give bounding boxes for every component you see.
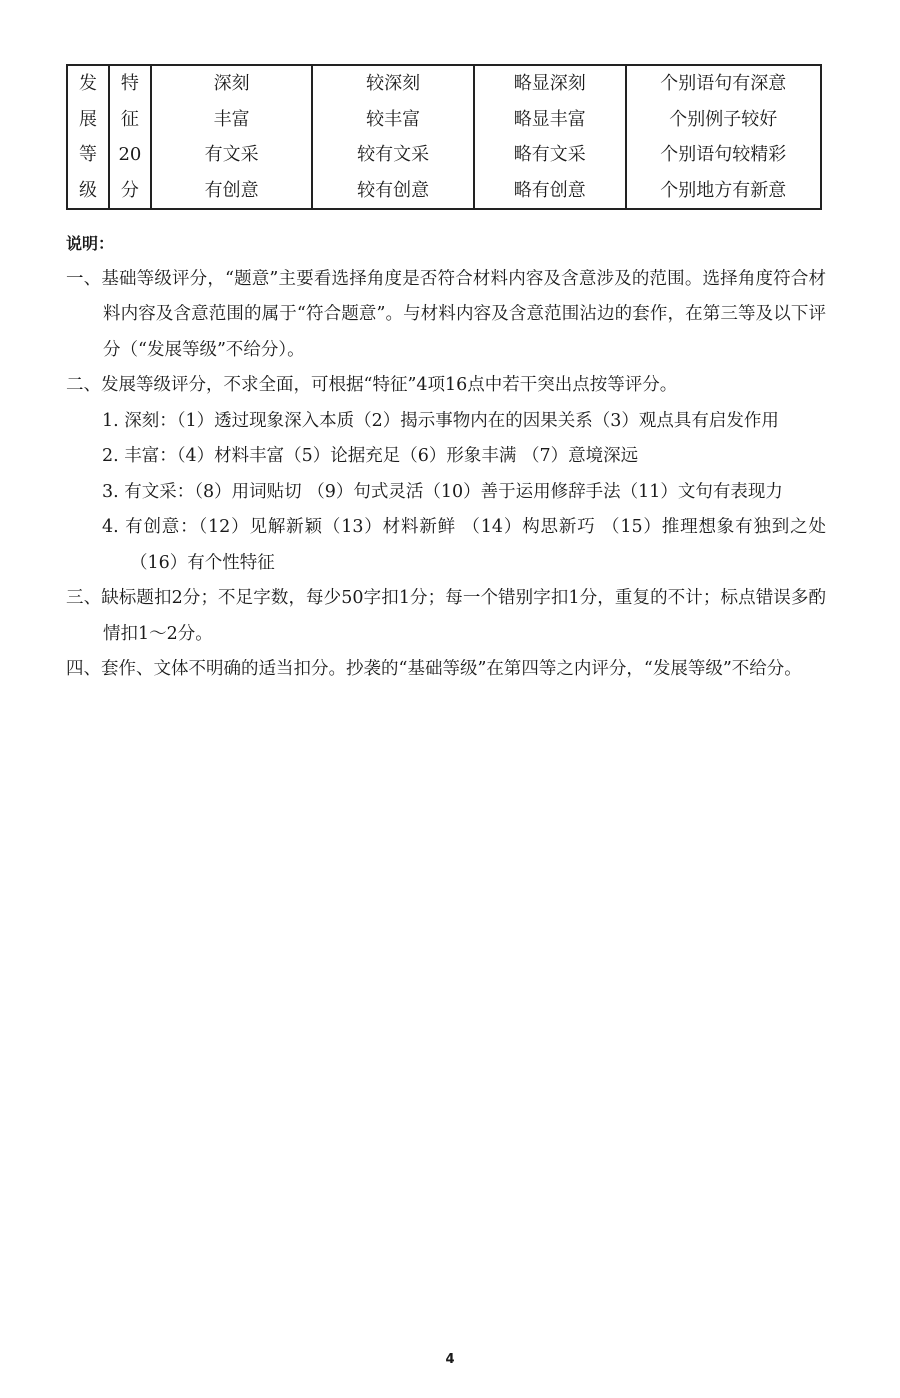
label-column-development-grade bbox=[67, 65, 109, 209]
notes-heading: 说明： bbox=[66, 234, 115, 253]
label-char: 发 bbox=[78, 73, 97, 94]
table-cell: 个别例子较好 bbox=[669, 108, 778, 130]
label-char: 特 bbox=[120, 73, 139, 94]
note-subitem-3: 3. 有文采：（8）用词贴切 （9）句式灵活（10）善于运用修辞手法（11）文句有表现力 bbox=[102, 481, 783, 502]
table-cell: 略有创意 bbox=[513, 179, 586, 201]
table-cell: 个别语句较精彩 bbox=[660, 144, 787, 165]
label-column-feature-score bbox=[109, 65, 151, 209]
note-paragraph-1: 一、基础等级评分，“题意”主要看选择角度是否符合材料内容及含意涉及的范围。选择角度符合材料内容及含意范围的属于“符合题意”。与材料内容及含意范围沾边的套作，在第三等及以下评分（“发展等级”不给分）。 bbox=[66, 268, 826, 360]
table-row bbox=[67, 65, 821, 209]
table-cell: 丰富 bbox=[213, 108, 250, 130]
label-char: 等 bbox=[78, 144, 97, 165]
scoring-notes bbox=[66, 226, 826, 688]
note-subitem-1: 1. 深刻：（1）透过现象深入本质（2）揭示事物内在的因果关系（3）观点具有启发作用 bbox=[102, 410, 779, 431]
table-cell: 个别语句有深意 bbox=[660, 73, 787, 94]
table-cell: 有文采 bbox=[204, 144, 259, 165]
table-cell: 略显深刻 bbox=[513, 73, 586, 94]
table-cell: 较丰富 bbox=[366, 108, 421, 130]
table-cell: 略有文采 bbox=[513, 144, 586, 165]
note-subitem-2: 2. 丰富：（4）材料丰富（5）论据充足（6）形象丰满 （7）意境深远 bbox=[102, 446, 639, 466]
label-char: 分 bbox=[120, 179, 139, 201]
table-cell: 较有文采 bbox=[357, 144, 430, 165]
grade-column-3 bbox=[474, 65, 626, 209]
label-char: 征 bbox=[120, 108, 139, 130]
label-char: 展 bbox=[78, 108, 97, 130]
page-number: 4 bbox=[445, 1352, 455, 1367]
development-grade-table bbox=[66, 64, 822, 210]
table-cell: 有创意 bbox=[204, 179, 259, 201]
table-cell: 深刻 bbox=[213, 73, 250, 94]
table-cell: 个别地方有新意 bbox=[660, 179, 787, 201]
grade-column-1 bbox=[151, 65, 313, 209]
label-char: 级 bbox=[78, 179, 97, 201]
table-cell: 较有创意 bbox=[357, 179, 430, 201]
note-paragraph-2: 二、发展等级评分，不求全面，可根据“特征”4项16点中若干突出点按等评分。 bbox=[66, 375, 678, 395]
grade-column-2 bbox=[312, 65, 474, 209]
note-paragraph-4: 四、套作、文体不明确的适当扣分。抄袭的“基础等级”在第四等之内评分，“发展等级”不给分。 bbox=[66, 659, 802, 679]
table-cell: 较深刻 bbox=[366, 73, 421, 94]
note-subitem-4: 4. 有创意：（12）见解新颖（13）材料新鲜 （14）构思新巧 （15）推理想象有独到之处 （16）有个性特征 bbox=[102, 517, 826, 573]
table-cell: 略显丰富 bbox=[513, 108, 586, 130]
label-char: 20 bbox=[118, 144, 142, 165]
note-paragraph-3: 三、缺标题扣2分；不足字数，每少50字扣1分；每一个错别字扣1分，重复的不计；标点错误多酌情扣1～2分。 bbox=[66, 588, 826, 644]
grade-column-4 bbox=[626, 65, 821, 209]
